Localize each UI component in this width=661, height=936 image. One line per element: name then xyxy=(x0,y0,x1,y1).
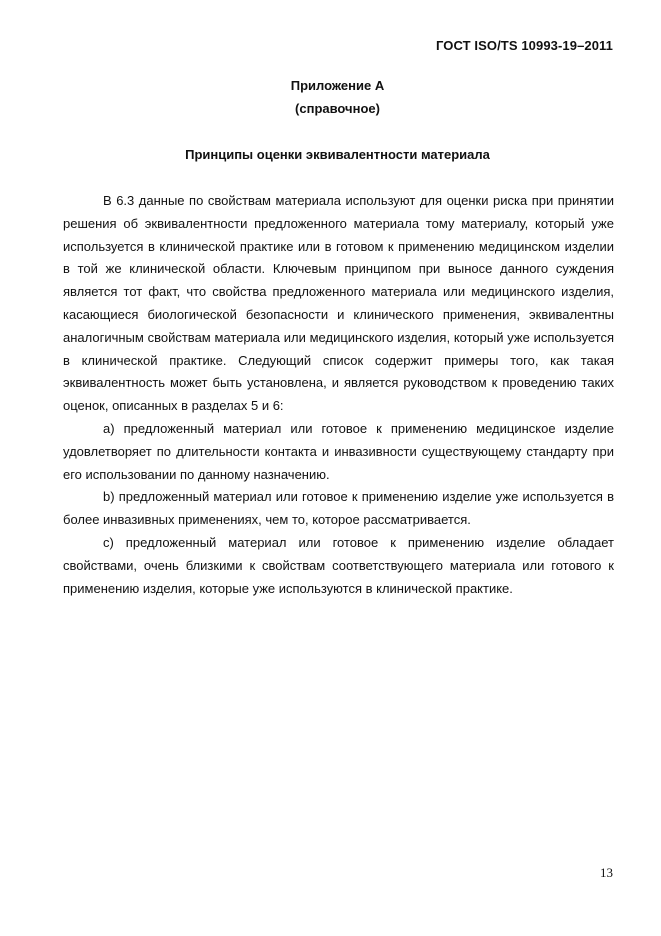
paragraph-item-c: с) предложенный материал или готовое к применению изделие обладает свойствами, очень близкими к свойствам соответствующего материала или готового к применению изделия, которые уже используются в клинической практике. xyxy=(63,534,614,596)
section-title: Принципы оценки эквивалентности материала xyxy=(185,147,490,162)
paragraph-intro: В 6.3 данные по свойствам материала используют для оценки риска при принятии решения об эквивалентности предложенного материала тому материалу, который уже используется в клинической практике или в готовом к применению медицинском изделии в той же клинической области. Ключевым принципом при выносе данного суждения является тот факт, что свойства предложенного материала или медицинского изделия, касающиеся биологической безопасности и клинического применения, эквивалентны аналогичным свойствам материала или медицинского изделия, который уже используется в клинической практике. Следующий список содержит примеры того, как такая эквивалентность может быть установлена, и является руководством к проведению таких оценок, описанных в разделах 5 и 6: xyxy=(63,193,614,414)
document-code-header: ГОСТ ISO/TS 10993-19–2011 xyxy=(435,38,613,53)
paragraph-item-a: а) предложенный материал или готовое к применению медицинское изделие удовлетворяет по длительности контакта и инвазивности существующему стандарту при его использовании по данному назначению. xyxy=(63,420,614,482)
page-number: 13 xyxy=(600,865,613,880)
body-text xyxy=(63,190,614,600)
paragraph-item-b: b) предложенный материал или готовое к применению изделие уже используется в более инвазивных применениях, чем то, которое рассматривается. xyxy=(63,489,614,528)
annex-subtitle: (справочное) xyxy=(295,101,380,116)
annex-title: Приложение А xyxy=(290,78,385,93)
